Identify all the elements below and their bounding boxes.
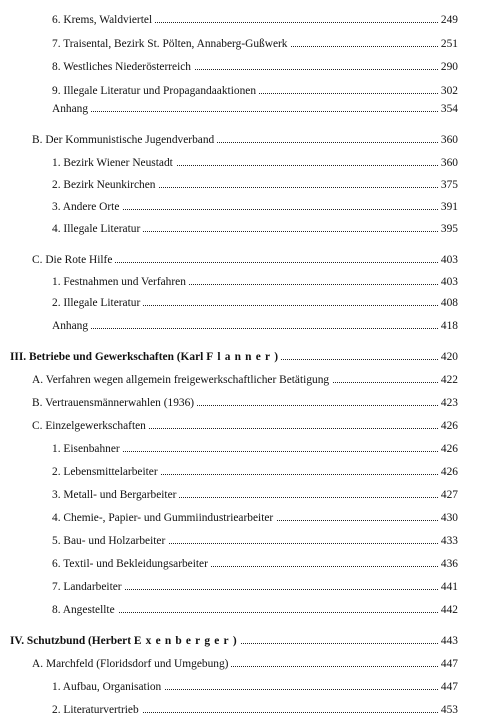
toc-entry-author: Exenberger (133, 635, 233, 647)
toc-entry-label (52, 579, 125, 595)
toc-entry-label (52, 318, 91, 334)
toc-entry-number: C. (32, 420, 43, 432)
toc-entry (0, 295, 480, 311)
toc-entry-title: Der Kommunistische Jugendverband (45, 134, 215, 146)
toc-entry (0, 101, 480, 117)
toc-entry (0, 372, 480, 388)
toc-page-number: 442 (438, 602, 458, 618)
toc-page-number: 420 (438, 349, 458, 365)
toc-page-number: 403 (438, 274, 458, 290)
toc-entry-number: 7. (52, 581, 61, 593)
toc-page-number: 423 (438, 395, 458, 411)
toc-entry-number: C. (32, 254, 43, 266)
toc-entry (0, 579, 480, 595)
toc-page-number: 426 (438, 418, 458, 434)
toc-entry-label (52, 533, 168, 549)
toc-entry-title: Die Rote Hilfe (45, 254, 113, 266)
toc-entry (0, 274, 480, 290)
toc-entry (0, 59, 480, 75)
toc-entry (0, 533, 480, 549)
toc-entry-number: 2. (52, 704, 61, 716)
toc-entry-label (52, 679, 164, 695)
toc-entry-author-close: ) (274, 351, 278, 363)
toc-entry-label (52, 602, 118, 618)
toc-entry (0, 155, 480, 171)
toc-page-number: 391 (438, 199, 458, 215)
toc-entry-title: Schutzbund (Herbert (26, 635, 132, 647)
toc-entry-title: Illegale Literatur (63, 223, 141, 235)
toc-page-number: 436 (438, 556, 458, 572)
toc-entry-number: 2. (52, 297, 61, 309)
toc-page-number: 426 (438, 464, 458, 480)
toc-entry-number: 7. (52, 38, 61, 50)
toc-entry-title: Landarbeiter (63, 581, 122, 593)
toc-page-number: 447 (438, 656, 458, 672)
toc-entry-label (52, 487, 179, 503)
toc-entry (0, 556, 480, 572)
toc-entry-number: 3. (52, 201, 61, 213)
toc-entry-title: Krems, Waldviertel (63, 14, 153, 26)
toc-entry (0, 132, 480, 148)
toc-entry (0, 510, 480, 526)
toc-entry-label (52, 464, 161, 480)
toc-entry (0, 487, 480, 503)
toc-entry-label (52, 155, 176, 171)
toc-entry-label (52, 177, 158, 193)
toc-entry-label (52, 12, 155, 28)
toc-entry-title: Chemie-, Papier- und Gummiindustriearbeiter (63, 512, 274, 524)
toc-leader-dots (56, 111, 454, 112)
toc-entry-title: Verfahren wegen allgemein freigewerkschaftlicher Betätigung (45, 374, 330, 386)
toc-leader-dots (56, 328, 454, 329)
toc-page-number: 447 (438, 679, 458, 695)
toc-entry (0, 441, 480, 457)
toc-page-number: 418 (438, 318, 458, 334)
toc-entry-title: Westliches Niederösterreich (63, 61, 192, 73)
toc-entry-title: Anhang (52, 320, 89, 332)
toc-entry-number: 5. (52, 535, 61, 547)
toc-entry-label (32, 372, 332, 388)
toc-entry-number: A. (32, 658, 44, 670)
toc-entry (0, 83, 480, 99)
toc-entry-title: Illegale Literatur und Propagandaaktionen (63, 85, 257, 97)
toc-entry (0, 349, 480, 365)
toc-page-number: 302 (438, 83, 458, 99)
toc-page-number: 433 (438, 533, 458, 549)
toc-entry-number: 9. (52, 85, 61, 97)
toc-entry-number: A. (32, 374, 44, 386)
toc-entry-title: Literaturvertrieb (63, 704, 139, 716)
toc-entry-title: Illegale Literatur (63, 297, 141, 309)
toc-entry-label (52, 83, 259, 99)
toc-page-number: 360 (438, 132, 458, 148)
toc-entry-author: Flanner (206, 351, 275, 363)
toc-entry-title: Bezirk Wiener Neustadt (63, 157, 173, 169)
toc-entry-title: Einzelgewerkschaften (45, 420, 146, 432)
toc-entry-title: Traisental, Bezirk St. Pölten, Annaberg-Gußwerk (63, 38, 288, 50)
toc-entry-title: Lebensmittelarbeiter (63, 466, 158, 478)
toc-entry (0, 656, 480, 672)
toc-entry-number: 1. (52, 681, 61, 693)
toc-entry-title: Aufbau, Organisation (62, 681, 162, 693)
toc-entry (0, 418, 480, 434)
toc-entry-title: Marchfeld (Floridsdorf und Umgebung) (45, 658, 229, 670)
toc-entry (0, 602, 480, 618)
toc-entry-label (32, 252, 115, 268)
toc-entry (0, 318, 480, 334)
toc-entry-label (32, 418, 149, 434)
toc-entry (0, 199, 480, 215)
toc-entry-title: Vertrauensmännerwahlen (1936) (45, 397, 195, 409)
toc-page-number: 375 (438, 177, 458, 193)
toc-entry-label (32, 656, 231, 672)
toc-page-number: 453 (438, 702, 458, 718)
toc-entry (0, 633, 480, 649)
toc-page-number: 354 (438, 101, 458, 117)
toc-page-number: 360 (438, 155, 458, 171)
toc-entry-number: 2. (52, 179, 61, 191)
toc-entry-label (52, 36, 291, 52)
toc-entry-number: III. (10, 351, 27, 363)
toc-entry-number: 8. (52, 604, 61, 616)
toc-entry-title: Bau- und Holzarbeiter (63, 535, 166, 547)
toc-entry-title: Andere Orte (62, 201, 120, 213)
toc-entry-title: Eisenbahner (63, 443, 120, 455)
toc-entry-label (52, 59, 194, 75)
toc-entry-number: 1. (52, 276, 61, 288)
toc-entry (0, 12, 480, 28)
toc-entry-title: Festnahmen und Verfahren (63, 276, 186, 288)
toc-page-number: 427 (438, 487, 458, 503)
toc-page-number: 290 (438, 59, 458, 75)
toc-entry-label (52, 510, 276, 526)
toc-entry-title: Bezirk Neunkirchen (63, 179, 156, 191)
toc-entry-number: IV. (10, 635, 25, 647)
toc-page-number: 430 (438, 510, 458, 526)
toc-entry-number: 4. (52, 512, 61, 524)
toc-page-number: 249 (438, 12, 458, 28)
toc-entry-number: 3. (52, 489, 61, 501)
toc-entry (0, 252, 480, 268)
toc-page-number: 441 (438, 579, 458, 595)
toc-entry-title: Betriebe und Gewerkschaften (Karl (29, 351, 204, 363)
toc-entry-number: 6. (52, 558, 61, 570)
toc-entry-number: 2. (52, 466, 61, 478)
toc-entry-label (10, 349, 281, 365)
toc-entry (0, 177, 480, 193)
toc-entry-author-close: ) (232, 635, 237, 647)
toc-entry-number: B. (32, 134, 43, 146)
toc-page-number: 443 (438, 633, 458, 649)
toc-entry (0, 395, 480, 411)
toc-page-number: 408 (438, 295, 458, 311)
toc-entry (0, 702, 480, 718)
toc-entry-label (52, 101, 91, 117)
toc-entry-title: Angestellte (62, 604, 115, 616)
toc-page-number: 395 (438, 221, 458, 237)
toc-entry-title: Metall- und Bergarbeiter (63, 489, 177, 501)
toc-entry (0, 679, 480, 695)
toc-entry-number: 4. (52, 223, 61, 235)
toc-entry-label (52, 441, 123, 457)
toc-entry-number: 8. (52, 61, 61, 73)
toc-page-number: 422 (438, 372, 458, 388)
toc-entry-label (10, 633, 240, 649)
toc-entry-label (32, 395, 197, 411)
toc-entry-label (52, 221, 143, 237)
toc-entry-label (52, 556, 211, 572)
toc-entry-number: 6. (52, 14, 61, 26)
toc-entry-label (52, 702, 142, 718)
toc-entry (0, 464, 480, 480)
toc-entry (0, 36, 480, 52)
toc-entry-label (52, 295, 143, 311)
toc-entry-title: Textil- und Bekleidungsarbeiter (63, 558, 208, 570)
toc-entry-number: B. (32, 397, 43, 409)
toc-entry-title: Anhang (52, 103, 89, 115)
toc-page-number: 251 (438, 36, 458, 52)
toc-page-number: 426 (438, 441, 458, 457)
toc-page-number: 403 (438, 252, 458, 268)
toc-entry-number: 1. (52, 443, 61, 455)
toc-entry-label (52, 199, 122, 215)
toc-entry-number: 1. (52, 157, 61, 169)
toc-entry-label (32, 132, 217, 148)
toc-entry (0, 221, 480, 237)
toc-entry-label (52, 274, 189, 290)
